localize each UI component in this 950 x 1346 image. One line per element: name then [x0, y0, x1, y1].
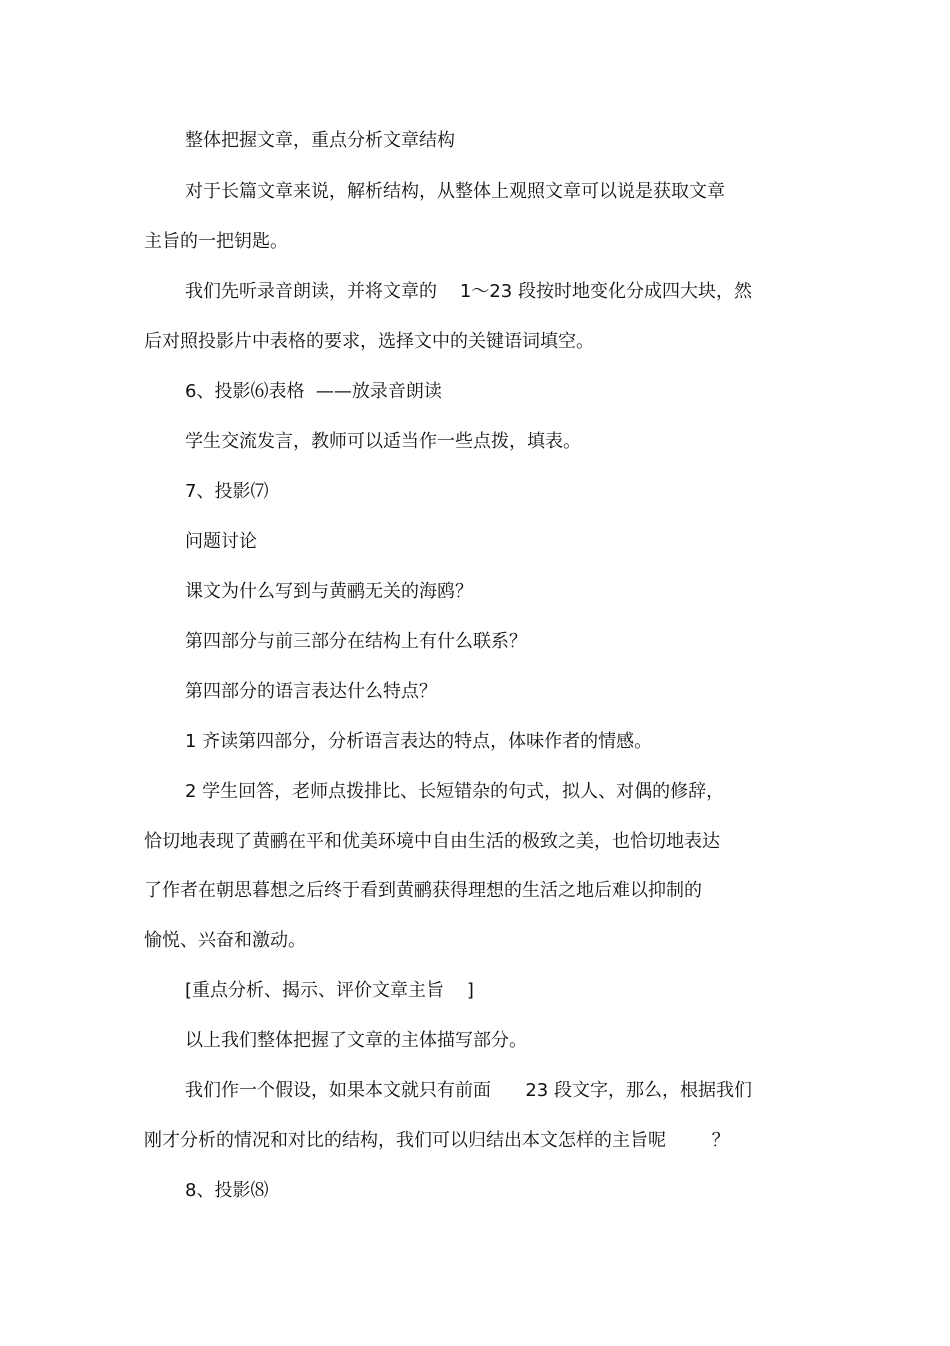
paragraph-line: 刚才分析的情况和对比的结构，我们可以归结出本文怎样的主旨呢 ？	[144, 1130, 730, 1151]
paragraph-line: 2 学生回答，老师点拨排比、长短错杂的句式，拟人、对偶的修辞，	[185, 781, 725, 802]
paragraph-line: 学生交流发言，教师可以适当作一些点拨，填表。	[185, 431, 581, 452]
paragraph-line: 7、投影⑺	[185, 481, 269, 502]
paragraph-line: 恰切地表现了黄鹂在平和优美环境中自由生活的极致之美，也恰切地表达	[144, 831, 720, 852]
paragraph-line: 了作者在朝思暮想之后终于看到黄鹂获得理想的生活之地后难以抑制的	[144, 880, 702, 901]
paragraph-line: 以上我们整体把握了文章的主体描写部分。	[185, 1030, 527, 1051]
paragraph-line: 第四部分与前三部分在结构上有什么联系？	[185, 631, 527, 652]
paragraph-line: 课文为什么写到与黄鹂无关的海鸥？	[185, 581, 473, 602]
paragraph-line: 第四部分的语言表达什么特点？	[185, 681, 437, 702]
paragraph-line: 主旨的一把钥匙。	[144, 231, 288, 252]
paragraph-line: 对于长篇文章来说，解析结构，从整体上观照文章可以说是获取文章	[185, 181, 725, 202]
section-heading: [重点分析、揭示、评价文章主旨 ]	[185, 980, 474, 1001]
paragraph-line: 问题讨论	[185, 531, 257, 552]
paragraph-line: 8、投影⑻	[185, 1180, 269, 1201]
paragraph-line: 1 齐读第四部分，分析语言表达的特点，体味作者的情感。	[185, 731, 653, 752]
paragraph-line: 后对照投影片中表格的要求，选择文中的关键语词填空。	[144, 331, 594, 352]
paragraph-line: 愉悦、兴奋和激动。	[144, 930, 306, 951]
paragraph-line: 6、投影⑹表格 ——放录音朗读	[185, 381, 442, 402]
paragraph-line: 我们作一个假设，如果本文就只有前面 23 段文字，那么，根据我们	[185, 1080, 752, 1101]
heading-line: 整体把握文章，重点分析文章结构	[185, 130, 455, 151]
paragraph-line: 我们先听录音朗读，并将文章的 1～23 段按时地变化分成四大块，然	[185, 281, 752, 302]
